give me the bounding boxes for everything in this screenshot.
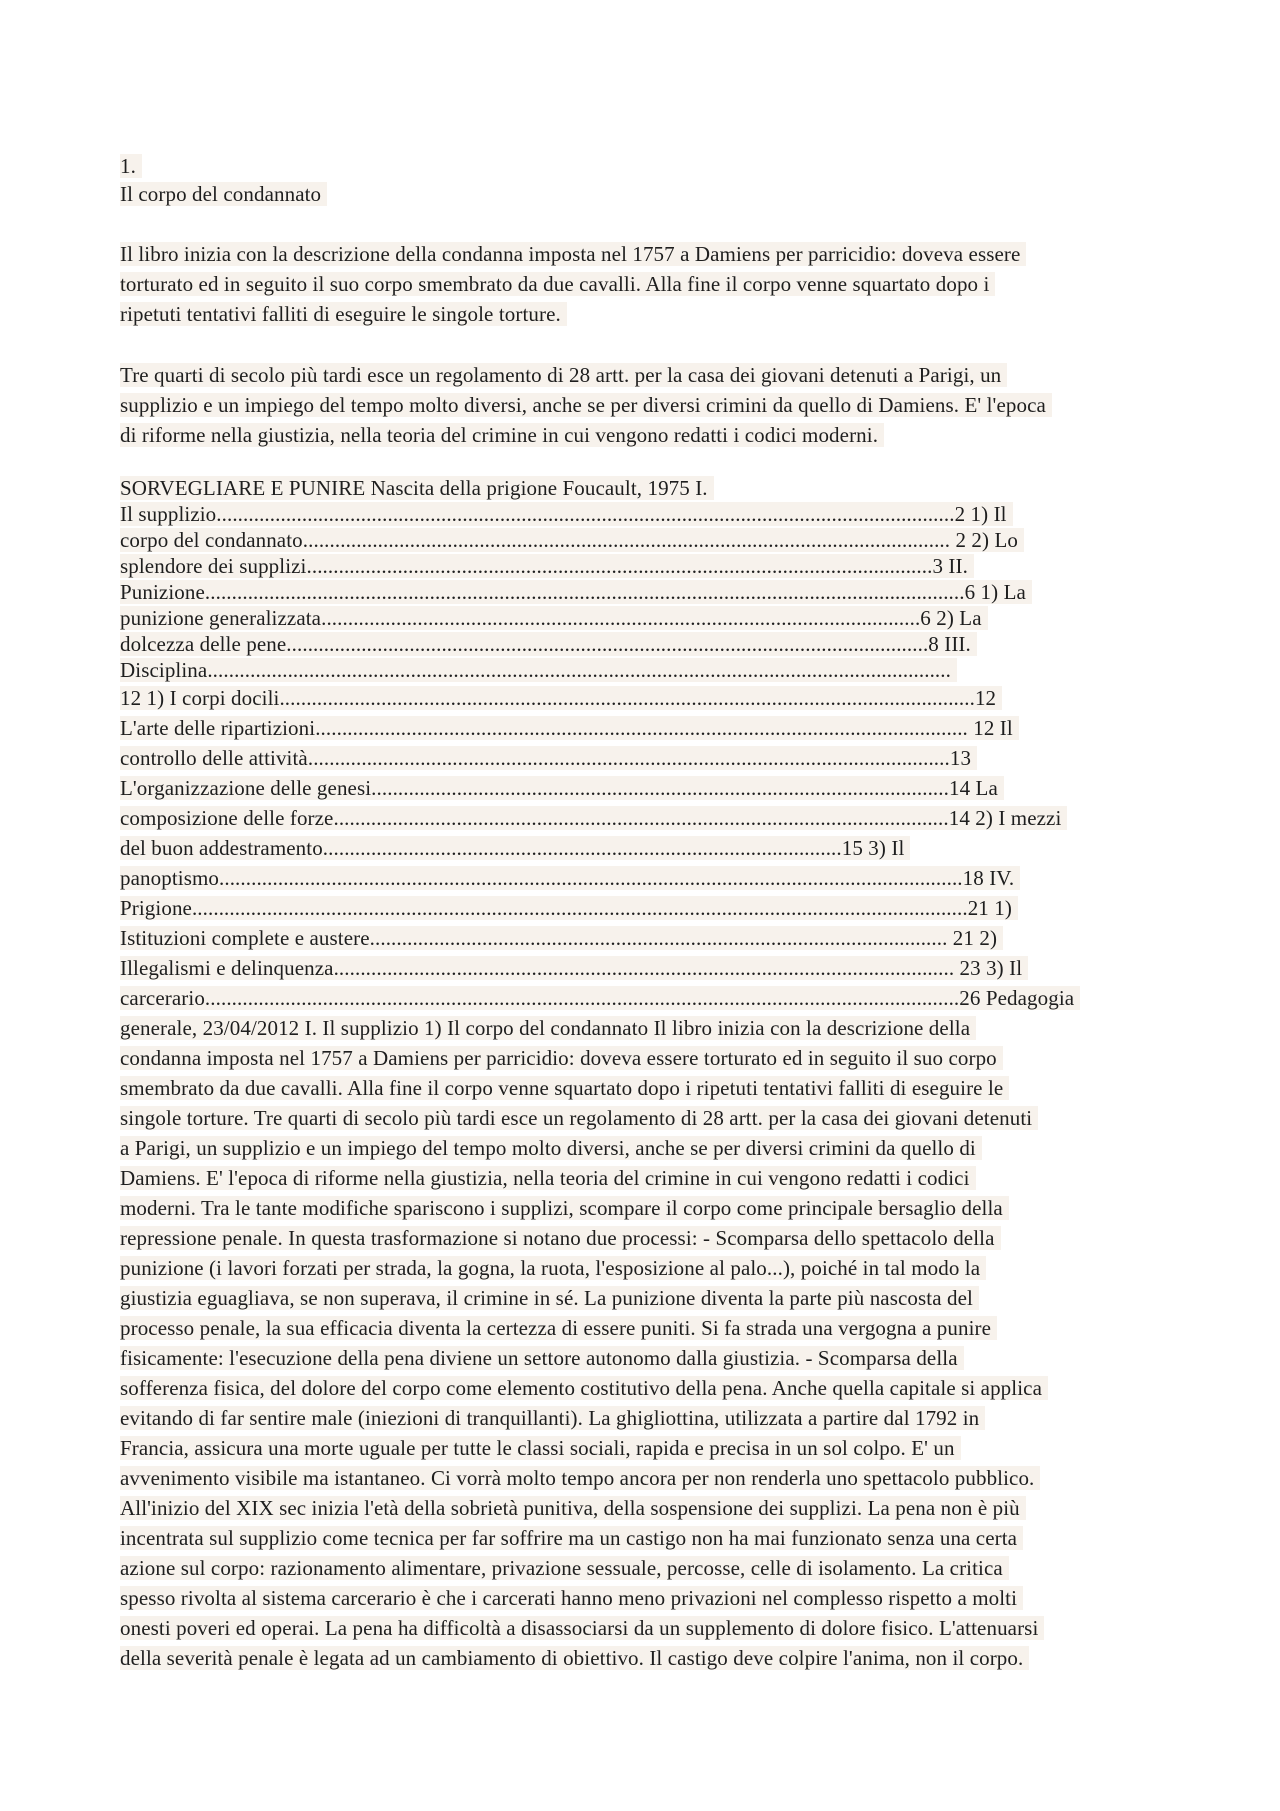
toc-line: corpo del condannato......................................................................................................................... 2 2) Lo <box>120 526 1024 554</box>
body-line: giustizia eguagliava, se non superava, il crimine in sé. La punizione diventa la parte più nascosta del <box>120 1284 979 1312</box>
paragraph-2-line: supplizio e un impiego del tempo molto diversi, anche se per diversi crimini da quello di Damiens. E' l'epoca <box>120 391 1052 419</box>
toc-line: Illegalismi e delinquenza.................................................................................................................... 23 3) Il <box>120 954 1028 982</box>
body-line: azione sul corpo: razionamento alimentare, privazione sessuale, percosse, celle di isolamento. La critica <box>120 1554 1009 1582</box>
body-line: Francia, assicura una morte uguale per tutte le classi sociali, rapida e precisa in un sol colpo. E' un <box>120 1434 961 1462</box>
toc-line: punizione generalizzata................................................................................................................6 2) La <box>120 604 988 632</box>
toc-line: del buon addestramento.................................................................................................15 3) Il <box>120 834 910 862</box>
body-line: Damiens. E' l'epoca di riforme nella giustizia, nella teoria del crimine in cui vengono redatti i codici <box>120 1164 976 1192</box>
body-line: sofferenza fisica, del dolore del corpo come elemento costitutivo della pena. Anche quella capitale si applica <box>120 1374 1048 1402</box>
body-line: punizione (i lavori forzati per strada, la gogna, la ruota, l'esposizione al palo...), poiché in tal modo la <box>120 1254 986 1282</box>
toc-line: Prigione.................................................................................................................................................21 1) <box>120 894 1018 922</box>
paragraph-2-line: Tre quarti di secolo più tardi esce un regolamento di 28 artt. per la casa dei giovani detenuti a Parigi, un <box>120 361 1007 389</box>
paragraph-1-line: torturato ed in seguito il suo corpo smembrato da due cavalli. Alla fine il corpo venne squartato dopo i <box>120 270 995 298</box>
toc-line: dolcezza delle pene........................................................................................................................8 III. <box>120 630 977 658</box>
body-line: repressione penale. In questa trasformazione si notano due processi: - Scomparsa dello spettacolo della <box>120 1224 1001 1252</box>
section-title: Il corpo del condannato <box>120 180 327 208</box>
body-line: singole torture. Tre quarti di secolo più tardi esce un regolamento di 28 artt. per la casa dei giovani detenuti <box>120 1104 1038 1132</box>
toc-heading: SORVEGLIARE E PUNIRE Nascita della prigione Foucault, 1975 I. <box>120 474 714 502</box>
toc-line: splendore dei supplizi.....................................................................................................................3 II. <box>120 552 974 580</box>
section-number: 1. <box>120 152 142 180</box>
body-line: smembrato da due cavalli. Alla fine il corpo venne squartato dopo i ripetuti tentativi falliti di eseguire le <box>120 1074 1009 1102</box>
toc-line: L'organizzazione delle genesi............................................................................................................14 La <box>120 774 1004 802</box>
body-line: della severità penale è legata ad un cambiamento di obiettivo. Il castigo deve colpire l'anima, non il corpo. <box>120 1644 1029 1672</box>
toc-line: L'arte delle ripartizioni.......................................................................................................................... 12 Il <box>120 714 1019 742</box>
body-line: avvenimento visibile ma istantaneo. Ci vorrà molto tempo ancora per non renderla uno spettacolo pubblico. <box>120 1464 1040 1492</box>
body-line: fisicamente: l'esecuzione della pena diviene un settore autonomo dalla giustizia. - Scomparsa della <box>120 1344 964 1372</box>
body-line: generale, 23/04/2012 I. Il supplizio 1) Il corpo del condannato Il libro inizia con la descrizione della <box>120 1014 976 1042</box>
body-line: a Parigi, un supplizio e un impiego del tempo molto diversi, anche se per diversi crimini da quello di <box>120 1134 982 1162</box>
body-line: evitando di far sentire male (iniezioni di tranquillanti). La ghigliottina, utilizzata a partire dal 1792 in <box>120 1404 985 1432</box>
toc-line: carcerario.............................................................................................................................................26 Pedagogia <box>120 984 1080 1012</box>
body-line: spesso rivolta al sistema carcerario è che i carcerati hanno meno privazioni nel complesso rispetto a molti <box>120 1584 1023 1612</box>
toc-line: controllo delle attività........................................................................................................................13 <box>120 744 977 772</box>
toc-line: panoptismo...........................................................................................................................................18 IV. <box>120 864 1020 892</box>
toc-line: Il supplizio..........................................................................................................................................2 1) Il <box>120 500 1013 528</box>
toc-line: composizione delle forze...................................................................................................................14 2) I mezzi <box>120 804 1067 832</box>
toc-line: Istituzioni complete e austere............................................................................................................ 21 2) <box>120 924 1003 952</box>
paragraph-1-line: Il libro inizia con la descrizione della condanna imposta nel 1757 a Damiens per parricidio: doveva essere <box>120 240 1026 268</box>
toc-line: Punizione..............................................................................................................................................6 1) La <box>120 578 1032 606</box>
body-line: moderni. Tra le tante modifiche spariscono i supplizi, scompare il corpo come principale bersaglio della <box>120 1194 1009 1222</box>
body-line: condanna imposta nel 1757 a Damiens per parricidio: doveva essere torturato ed in seguito il suo corpo <box>120 1044 1003 1072</box>
body-line: All'inizio del XIX sec inizia l'età della sobrietà punitiva, della sospensione dei supplizi. La pena non è più <box>120 1494 1026 1522</box>
body-line: processo penale, la sua efficacia diventa la certezza di essere puniti. Si fa strada una vergogna a punire <box>120 1314 997 1342</box>
toc-line: 12 1) I corpi docili..................................................................................................................................12 <box>120 684 1002 712</box>
body-line: onesti poveri ed operai. La pena ha difficoltà a disassociarsi da un supplemento di dolore fisico. L'attenuarsi <box>120 1614 1044 1642</box>
paragraph-1-line: ripetuti tentativi falliti di eseguire le singole torture. <box>120 300 567 328</box>
body-line: incentrata sul supplizio come tecnica per far soffrire ma un castigo non ha mai funzionato senza una certa <box>120 1524 1023 1552</box>
paragraph-2-line: di riforme nella giustizia, nella teoria del crimine in cui vengono redatti i codici moderni. <box>120 421 884 449</box>
toc-line: Disciplina........................................................................................................................................... <box>120 656 957 684</box>
